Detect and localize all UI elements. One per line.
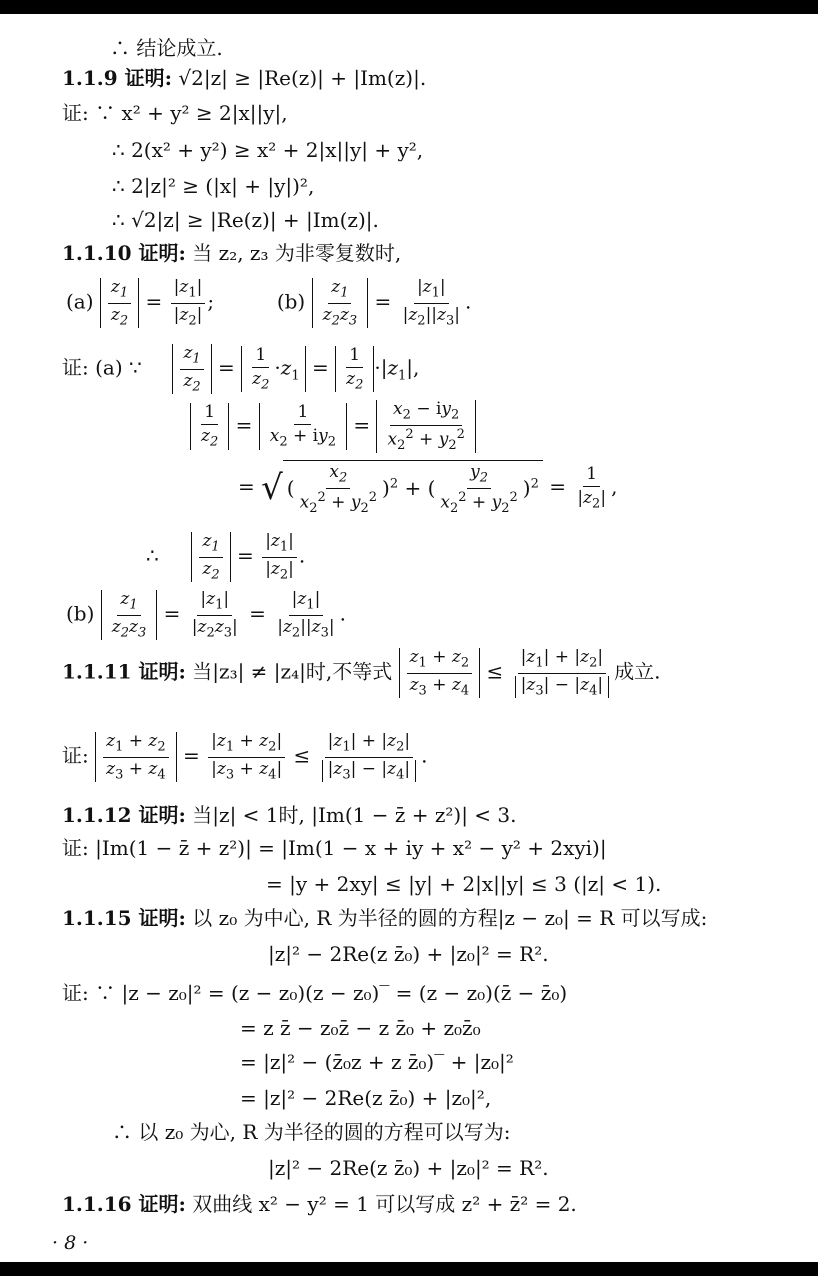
abs-fraction: $\frac{z_1}{z_2}$ — [100, 278, 139, 328]
problem-statement: √2|z| ≥ |Re(z)| + |Im(z)|. — [178, 66, 427, 90]
proof-label: 证: — [62, 743, 89, 768]
proof-label: 证: (a) ∵ — [62, 355, 142, 380]
formula-line: $\frac{1}{z_2}$ = $\frac{1}{x_2 + iy_2}$ = $\frac{x_2 - iy_2}{x_2^2 + y_2^2}$ — [190, 400, 476, 453]
problem-statement: 当 z₂, z₃ 为非零复数时, — [192, 241, 402, 265]
problem-statement: 双曲线 x² − y² = 1 可以写成 z² + z̄² = 2. — [192, 1192, 577, 1216]
problem-line — [62, 243, 401, 263]
label-b: (b) — [276, 289, 306, 314]
proof-line: 证: ∵ x² + y² ≥ 2|x||y|, — [62, 101, 288, 125]
problem-number: 1.1.15 证明: — [62, 906, 186, 930]
problem-line — [62, 908, 707, 928]
label-a: (a) — [66, 289, 94, 314]
formula-line: |z|² − 2Re(z z̄₀) + |z₀|² = R². — [268, 942, 549, 966]
problem-statement: 以 z₀ 为中心, R 为半径的圆的方程|z − z₀| = R 可以写成: — [192, 906, 708, 930]
proof-line: ∴ √2|z| ≥ |Re(z)| + |Im(z)|. — [112, 208, 379, 232]
formula-line: = √ ( $\frac{x_2}{x_2^2 + y_2^2}$ )$^2$ + ( $\frac{y_2}{x_2^2 + y_2^2}$ )$^2$ = $\frac{1}{|z_2|}$ , — [238, 462, 618, 516]
problem-number: 1.1.10 证明: — [62, 241, 186, 265]
problem-tail: 成立. — [614, 659, 661, 684]
formula-line: (a) $\frac{z_1}{z_2}$ = $\frac{|z_1|}{|z_2|}$ ; (b) $\frac{z_1}{z_2z_3}$ = $\frac{|z_1|}{|z_2||z_3|}$ . — [66, 277, 472, 329]
proof-line: ∴ 2|z|² ≥ (|x| + |y|)², — [112, 174, 315, 198]
problem-number: 1.1.11 证明: — [62, 659, 186, 684]
proof-line: 证: |Im(1 − z̄ + z²)| = |Im(1 − x + iy + x² − y² + 2xyi)| — [62, 836, 607, 860]
proof-line: 证: $\frac{z_1 + z_2}{z_3 + z_4}$ = $\frac{|z_1 + z_2|}{|z_3 + z_4|}$ ≤ $\frac{|z_1| + |z_2|}{|z_3| - |z_4|}$ . — [62, 731, 428, 783]
problem-number: 1.1.9 证明: — [62, 66, 173, 90]
proof-line: 证: (a) ∵ $\frac{z_1}{z_2}$ = $\frac{1}{z_2}$ $\cdot z_1$ = $\frac{1}{z_2}$ $\cdot|z_1|$, — [62, 343, 420, 395]
problem-line — [62, 68, 426, 88]
proof-line: ∴ 2(x² + y²) ≥ x² + 2|x||y| + y², — [112, 138, 424, 162]
proof-line: = |z|² − 2Re(z z̄₀) + |z₀|², — [240, 1086, 492, 1110]
formula-line: (b) $\frac{z_1}{z_2z_3}$ = $\frac{|z_1|}{|z_2z_3|}$ = $\frac{|z_1|}{|z_2||z_3|}$ . — [66, 589, 347, 641]
bottom-border — [0, 1262, 818, 1276]
problem-number: 1.1.12 证明: — [62, 803, 186, 827]
problem-statement: 当|z| < 1时, |Im(1 − z̄ + z²)| < 3. — [192, 803, 517, 827]
problem-number: 1.1.16 证明: — [62, 1192, 186, 1216]
formula-line: ∴ $\frac{z_1}{z_2}$ = $\frac{|z_1|}{|z_2|}$ . — [146, 531, 306, 583]
proof-line: = |y + 2xy| ≤ |y| + 2|x||y| ≤ 3 (|z| < 1). — [266, 872, 662, 896]
top-border — [0, 0, 818, 14]
proof-line: ∴ 以 z₀ 为心, R 为半径的圆的方程可以写为: — [112, 1120, 511, 1144]
problem-line — [62, 805, 517, 825]
problem-line — [62, 1194, 577, 1214]
problem-line: 1.1.11 证明: 当|z₃| ≠ |z₄|时,不等式 $\frac{z_1 + z_2}{z_3 + z_4}$ ≤ $\frac{|z_1| + |z_2|}{|z_3| - |z_4|}$ 成立. — [62, 647, 661, 699]
problem-statement: 当|z₃| ≠ |z₄|时,不等式 — [192, 659, 393, 684]
label-b: (b) — [66, 601, 95, 626]
page-number: · 8 · — [52, 1232, 89, 1254]
formula-line: |z|² − 2Re(z z̄₀) + |z₀|² = R². — [268, 1156, 549, 1180]
therefore: ∴ — [146, 543, 159, 568]
proof-line: = |z|² − (z̄₀z + z z̄₀)‾ + |z₀|² — [240, 1050, 514, 1074]
abs-fraction: $\frac{z_1}{z_2z_3}$ — [312, 278, 369, 328]
proof-line: = z z̄ − z₀z̄ − z z̄₀ + z₀z̄₀ — [240, 1016, 481, 1040]
text-line: ∴ 结论成立. — [110, 36, 223, 60]
proof-line: 证: ∵ |z − z₀|² = (z − z₀)(z − z₀)‾ = (z − z₀)(z̄ − z̄₀) — [62, 981, 568, 1005]
